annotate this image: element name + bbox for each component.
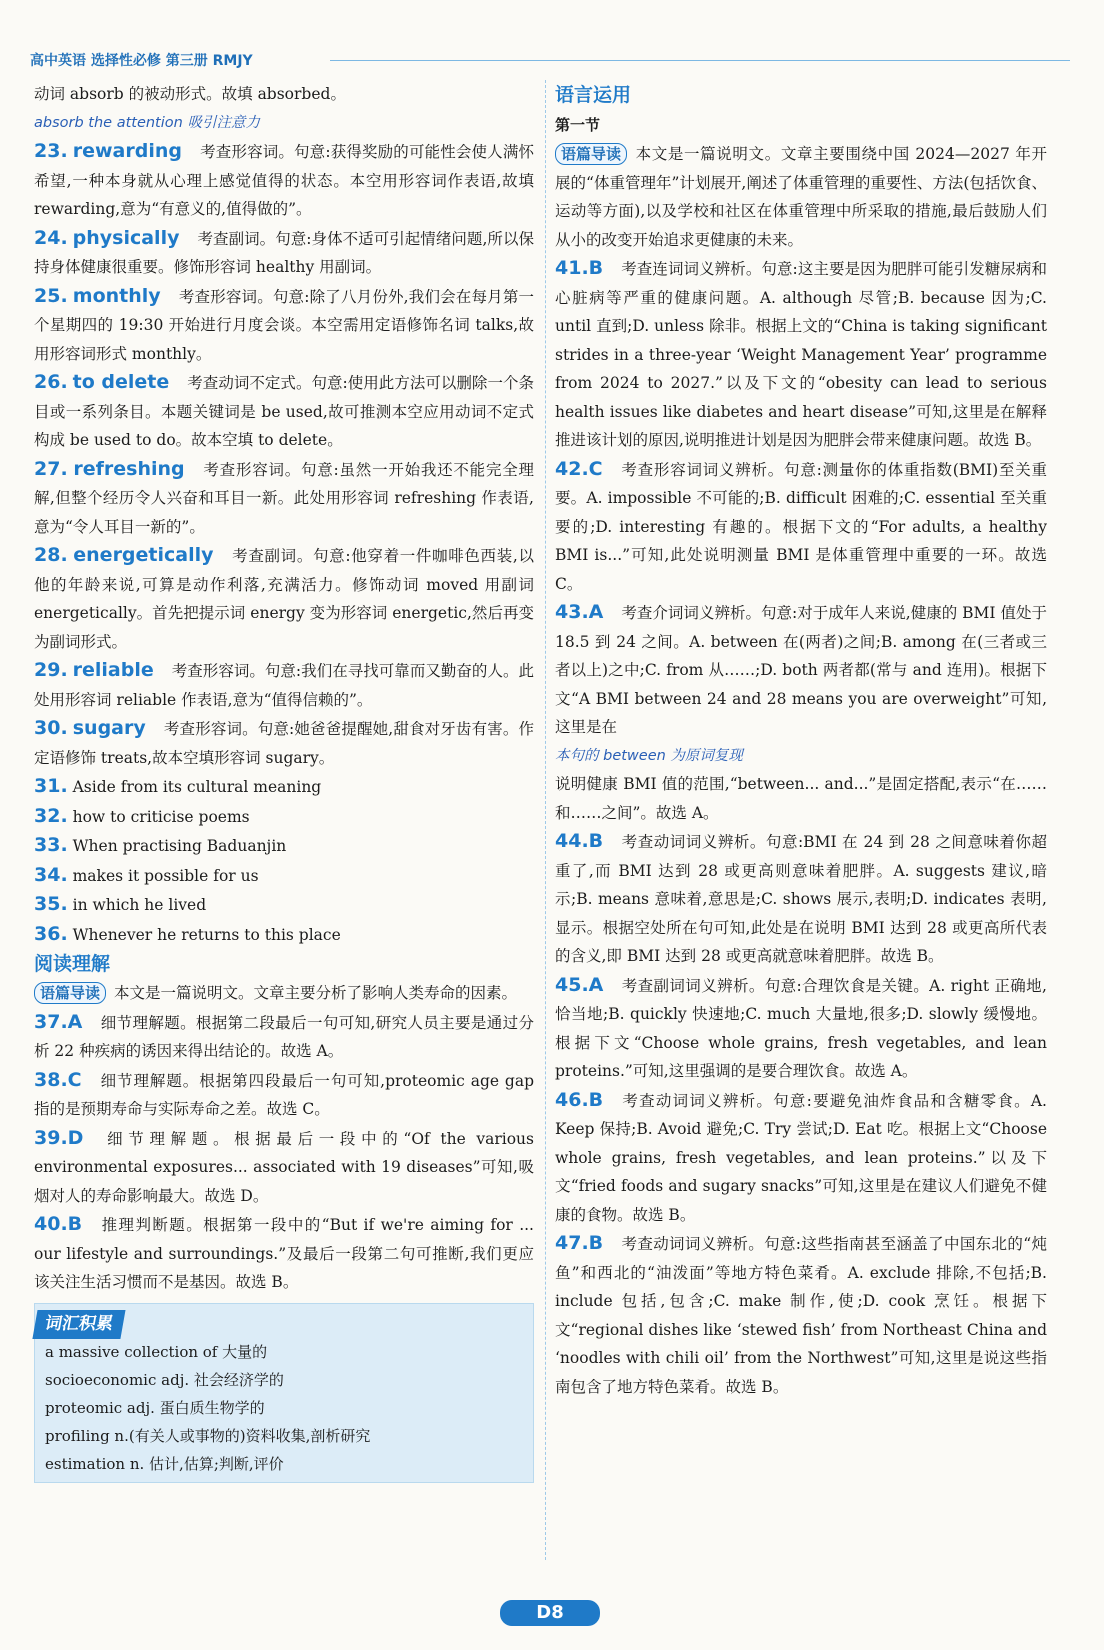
item-text: 考查形容词。句意:获得奖励的可能性会使人满怀希望,一种本身就从心理上感觉值得的状态。本空用形容词作表语,故填 rewarding,意为“有意义的,值得做的”。 bbox=[34, 143, 534, 218]
intro-line: 动词 absorb 的被动形式。故填 absorbed。 bbox=[34, 85, 346, 103]
item-38 bbox=[34, 1066, 534, 1124]
item-answer: sugary bbox=[72, 717, 146, 739]
item-answer: to delete bbox=[72, 371, 170, 393]
item-number: 28. bbox=[34, 544, 68, 566]
item-answer: A bbox=[67, 1010, 83, 1033]
item-text: 说明健康 BMI 值的范围,“between... and...”是固定搭配,表示“在……和……之间”。故选 A。 bbox=[555, 775, 1047, 822]
item-number: 31. bbox=[34, 775, 68, 797]
item-number: 42. bbox=[555, 457, 589, 480]
vocab-entry: proteomic adj. 蛋白质生物学的 bbox=[45, 1399, 265, 1417]
vocab-entry: profiling n.(有关人或事物的)资料收集,剖析研究 bbox=[45, 1427, 371, 1445]
item-text: 考查动词不定式。句意:使用此方法可以删除一个条目或一系列条目。本题关键词是 be used,故可推测本空应用动词不定式构成 be used to do。故本空填 to delete。 bbox=[34, 374, 534, 449]
handwritten-note-43: 本句的 between 为原词复现 bbox=[555, 747, 743, 764]
phrase-34 bbox=[34, 861, 534, 891]
phrase-36 bbox=[34, 920, 534, 950]
vocab-entry: estimation n. 估计,估算;判断,评价 bbox=[45, 1455, 284, 1473]
item-45 bbox=[555, 971, 1047, 1086]
item-text: 细节理解题。根据最后一段中的“Of the various environmental exposures... associated with 19 diseases”可知,吸烟对人的寿命影响最大。故选 D。 bbox=[34, 1129, 534, 1205]
item-27 bbox=[34, 455, 534, 542]
item-answer: B bbox=[588, 257, 604, 279]
item-26 bbox=[34, 368, 534, 455]
item-43 bbox=[555, 598, 1047, 742]
right-column bbox=[555, 80, 1047, 1401]
item-answer: refreshing bbox=[73, 457, 185, 480]
item-number: 32. bbox=[34, 804, 68, 827]
phrase-35 bbox=[34, 890, 534, 920]
item-text: 细节理解题。根据第二段最后一句可知,研究人员主要是通过分析 22 种疾病的诱因来得出结论的。故选 A。 bbox=[34, 1013, 534, 1060]
left-column bbox=[34, 80, 534, 1483]
header-rule bbox=[330, 60, 1070, 61]
item-answer: A bbox=[588, 601, 604, 623]
phrase-32 bbox=[34, 802, 534, 832]
item-answer: C bbox=[588, 457, 603, 480]
section-one-title: 第一节 bbox=[555, 116, 601, 134]
page-header bbox=[30, 50, 1040, 74]
phrase-text: in which he lived bbox=[72, 896, 207, 914]
item-number: 40. bbox=[34, 1213, 68, 1235]
item-number: 24. bbox=[34, 226, 68, 249]
item-text: 考查介词词义辨析。句意:对于成年人来说,健康的 BMI 值处于 18.5 到 24 之间。A. between 在(两者)之间;B. among 在(三者或三者以上)之中;C. from 从……;D. both 两者都(常与 and 连用)。根据下文“A BMI between 24 and 28 means you are overweight”可知,这里是在 bbox=[555, 604, 1047, 736]
item-number: 23. bbox=[34, 140, 68, 162]
item-text: 推理判断题。根据第一段中的“But if we're aiming for ... our lifestyle and surroundings.”及最后一段第二句可推断,我们更应该关注生活习惯而不是基因。故选 B。 bbox=[34, 1216, 534, 1291]
item-answer: B bbox=[588, 1232, 604, 1254]
phrase-text: makes it possible for us bbox=[72, 866, 259, 885]
item-answer: rewarding bbox=[72, 140, 182, 162]
item-28 bbox=[34, 541, 534, 656]
item-text: 考查形容词词义辨析。句意:测量你的体重指数(BMI)至关重要。A. impossible 不可能的;B. difficult 困难的;C. essential 至关重要的;D. interesting 有趣的。根据下文的“For adults, a healthy BMI is...”可知,此处说明测量 BMI 是体重管理中重要的一环。故选 C。 bbox=[555, 460, 1047, 593]
item-answer: C bbox=[67, 1068, 82, 1091]
page-number: D8 bbox=[500, 1600, 600, 1626]
item-47 bbox=[555, 1229, 1047, 1401]
phrase-text: When practising Baduanjin bbox=[72, 837, 287, 855]
item-37 bbox=[34, 1008, 534, 1066]
item-text: 考查副词。句意:身体不适可引起情绪问题,所以保持身体健康很重要。修饰形容词 healthy 用副词。 bbox=[34, 229, 534, 276]
header-title: 高中英语 选择性必修 第三册 RMJY bbox=[30, 53, 253, 69]
phrase-text: how to criticise poems bbox=[72, 807, 250, 826]
item-text: 考查形容词。句意:除了八月份外,我们会在每月第一个星期四的 19:30 开始进行月度会谈。本空需用定语修饰名词 talks,故用形容词形式 monthly。 bbox=[34, 287, 534, 363]
item-answer: B bbox=[588, 830, 604, 852]
reading-guide-tag: 语篇导读 bbox=[34, 982, 106, 1004]
item-46 bbox=[555, 1086, 1047, 1230]
item-text: 考查副词。句意:他穿着一件咖啡色西装,以他的年龄来说,可算是动作利落,充满活力。修饰动词 moved 用副词 energetically。首先把提示词 energy 变为形容词 energetic,然后再变为副词形式。 bbox=[34, 547, 534, 651]
item-44 bbox=[555, 827, 1047, 971]
item-number: 25. bbox=[34, 284, 68, 307]
item-29 bbox=[34, 656, 534, 714]
item-text: 考查动词词义辨析。句意:要避免油炸食品和含糖零食。A. Keep 保持;B. Avoid 避免;C. Try 尝试;D. Eat 吃。根据上文“Choose whole grains, fresh vegetables, and lean proteins.”以及下文“fried foods and sugary snacks”可知,这里是在建议人们避免不健康的食物。故选 B。 bbox=[555, 1091, 1047, 1224]
item-number: 41. bbox=[555, 257, 589, 279]
item-number: 43. bbox=[555, 601, 589, 623]
item-24 bbox=[34, 224, 534, 282]
language-use-title: 语言运用 bbox=[555, 84, 632, 106]
item-39 bbox=[34, 1124, 534, 1211]
passage-guide bbox=[555, 140, 1047, 254]
item-23 bbox=[34, 137, 534, 224]
vocab-entry: socioeconomic adj. 社会经济学的 bbox=[45, 1371, 284, 1389]
item-text: 考查动词词义辨析。句意:这些指南甚至涵盖了中国东北的“炖鱼”和西北的“油泼面”等地方特色菜肴。A. exclude 排除,不包括;B. include 包括,包含;C. make 制作,使;D. cook 烹饪。根据下文“regional dishes like ‘stewed fish’ from Northeast China and ‘noodles with chili oil’ from the Northwest”可知,这里是说这些指南包含了地方特色菜肴。故选 B。 bbox=[555, 1235, 1047, 1396]
item-number: 26. bbox=[34, 371, 68, 393]
item-number: 44. bbox=[555, 830, 589, 852]
item-number: 33. bbox=[34, 834, 68, 856]
item-text: 考查形容词。句意:虽然一开始我还不能完全理解,但整个经历令人兴奋和耳目一新。此处用形容词 refreshing 作表语,意为“令人耳目一新的”。 bbox=[34, 460, 534, 536]
item-text: 考查连词词义辨析。句意:这主要是因为肥胖可能引发糖尿病和心脏病等严重的健康问题。A. although 尽管;B. because 因为;C. until 直到;D. unless 除非。根据上文的“China is taking significant strides in a three-year ‘Weight Management Year’ programme from 2024 to 2027.”以及下文的“obesity can lead to serious health issues like diabetes and heart disease”可知,这里是在解释推进该计划的原因,说明推进计划是因为肥胖会带来健康问题。故选 B。 bbox=[555, 260, 1047, 449]
column-divider bbox=[545, 80, 546, 1560]
reading-intro-text: 本文是一篇说明文。文章主要分析了影响人类寿命的因素。 bbox=[114, 984, 518, 1002]
item-text: 细节理解题。根据第四段最后一句可知,proteomic age gap 指的是预期寿命与实际寿命之差。故选 C。 bbox=[34, 1071, 534, 1118]
item-number: 36. bbox=[34, 922, 68, 945]
item-40 bbox=[34, 1210, 534, 1297]
item-number: 38. bbox=[34, 1068, 68, 1091]
item-answer: D bbox=[67, 1126, 84, 1149]
item-number: 46. bbox=[555, 1088, 589, 1111]
item-answer: physically bbox=[72, 226, 180, 249]
item-answer: B bbox=[67, 1213, 83, 1235]
handwritten-note: absorb the attention 吸引注意力 bbox=[34, 114, 260, 131]
item-number: 37. bbox=[34, 1010, 68, 1033]
item-number: 27. bbox=[34, 457, 68, 480]
item-answer: monthly bbox=[72, 284, 161, 307]
reading-section-title: 阅读理解 bbox=[34, 953, 111, 975]
item-42 bbox=[555, 455, 1047, 599]
item-text: 考查动词词义辨析。句意:BMI 在 24 到 28 之间意味着你超重了,而 BMI 达到 28 或更高则意味着肥胖。A. suggests 建议,暗示;B. means 意味着,意思是;C. shows 展示,表明;D. indicates 表明,显示。根据空处所在句可知,此处是在说明 BMI 达到 28 或更高所代表的含义,即 BMI 达到 28 或更高就意味着肥胖。故选 B。 bbox=[555, 833, 1047, 965]
item-text: 考查副词词义辨析。句意:合理饮食是关键。A. right 正确地,恰当地;B. quickly 快速地;C. much 大量地,很多;D. slowly 缓慢地。根据下文“Choose whole grains, fresh vegetables, and lean proteins.”可知,这里强调的是要合理饮食。故选 A。 bbox=[555, 976, 1047, 1080]
phrase-31 bbox=[34, 772, 534, 802]
vocab-box bbox=[34, 1303, 534, 1484]
phrase-text: Whenever he returns to this place bbox=[72, 925, 341, 944]
passage-guide-tag: 语篇导读 bbox=[555, 143, 627, 165]
item-25 bbox=[34, 282, 534, 369]
phrase-text: Aside from its cultural meaning bbox=[72, 778, 322, 796]
item-number: 35. bbox=[34, 893, 68, 915]
item-number: 34. bbox=[34, 863, 68, 886]
item-answer: reliable bbox=[72, 659, 154, 681]
vocab-title: 词汇积累 bbox=[32, 1310, 125, 1339]
item-43-continued bbox=[555, 770, 1047, 827]
item-number: 47. bbox=[555, 1232, 589, 1254]
item-number: 39. bbox=[34, 1126, 68, 1149]
item-41 bbox=[555, 254, 1047, 455]
reading-intro bbox=[34, 979, 534, 1008]
item-text: 考查形容词。句意:她爸爸提醒她,甜食对牙齿有害。作定语修饰 treats,故本空填形容词 sugary。 bbox=[34, 720, 534, 767]
item-answer: A bbox=[588, 973, 604, 996]
item-answer: B bbox=[588, 1088, 604, 1111]
item-number: 29. bbox=[34, 659, 68, 681]
vocab-entry: a massive collection of 大量的 bbox=[45, 1343, 268, 1361]
item-answer: energetically bbox=[73, 544, 214, 566]
passage-guide-text: 本文是一篇说明文。文章主要围绕中国 2024—2027 年开展的“体重管理年”计划展开,阐述了体重管理的重要性、方法(包括饮食、运动等方面),以及学校和社区在体重管理中所采取的措施,最后鼓励人们从小的改变开始追求更健康的未来。 bbox=[555, 145, 1047, 249]
item-number: 30. bbox=[34, 717, 68, 739]
item-text: 考查形容词。句意:我们在寻找可靠而又勤奋的人。此处用形容词 reliable 作表语,意为“值得信赖的”。 bbox=[34, 662, 534, 709]
item-30 bbox=[34, 714, 534, 772]
phrase-33 bbox=[34, 831, 534, 861]
item-number: 45. bbox=[555, 973, 589, 996]
